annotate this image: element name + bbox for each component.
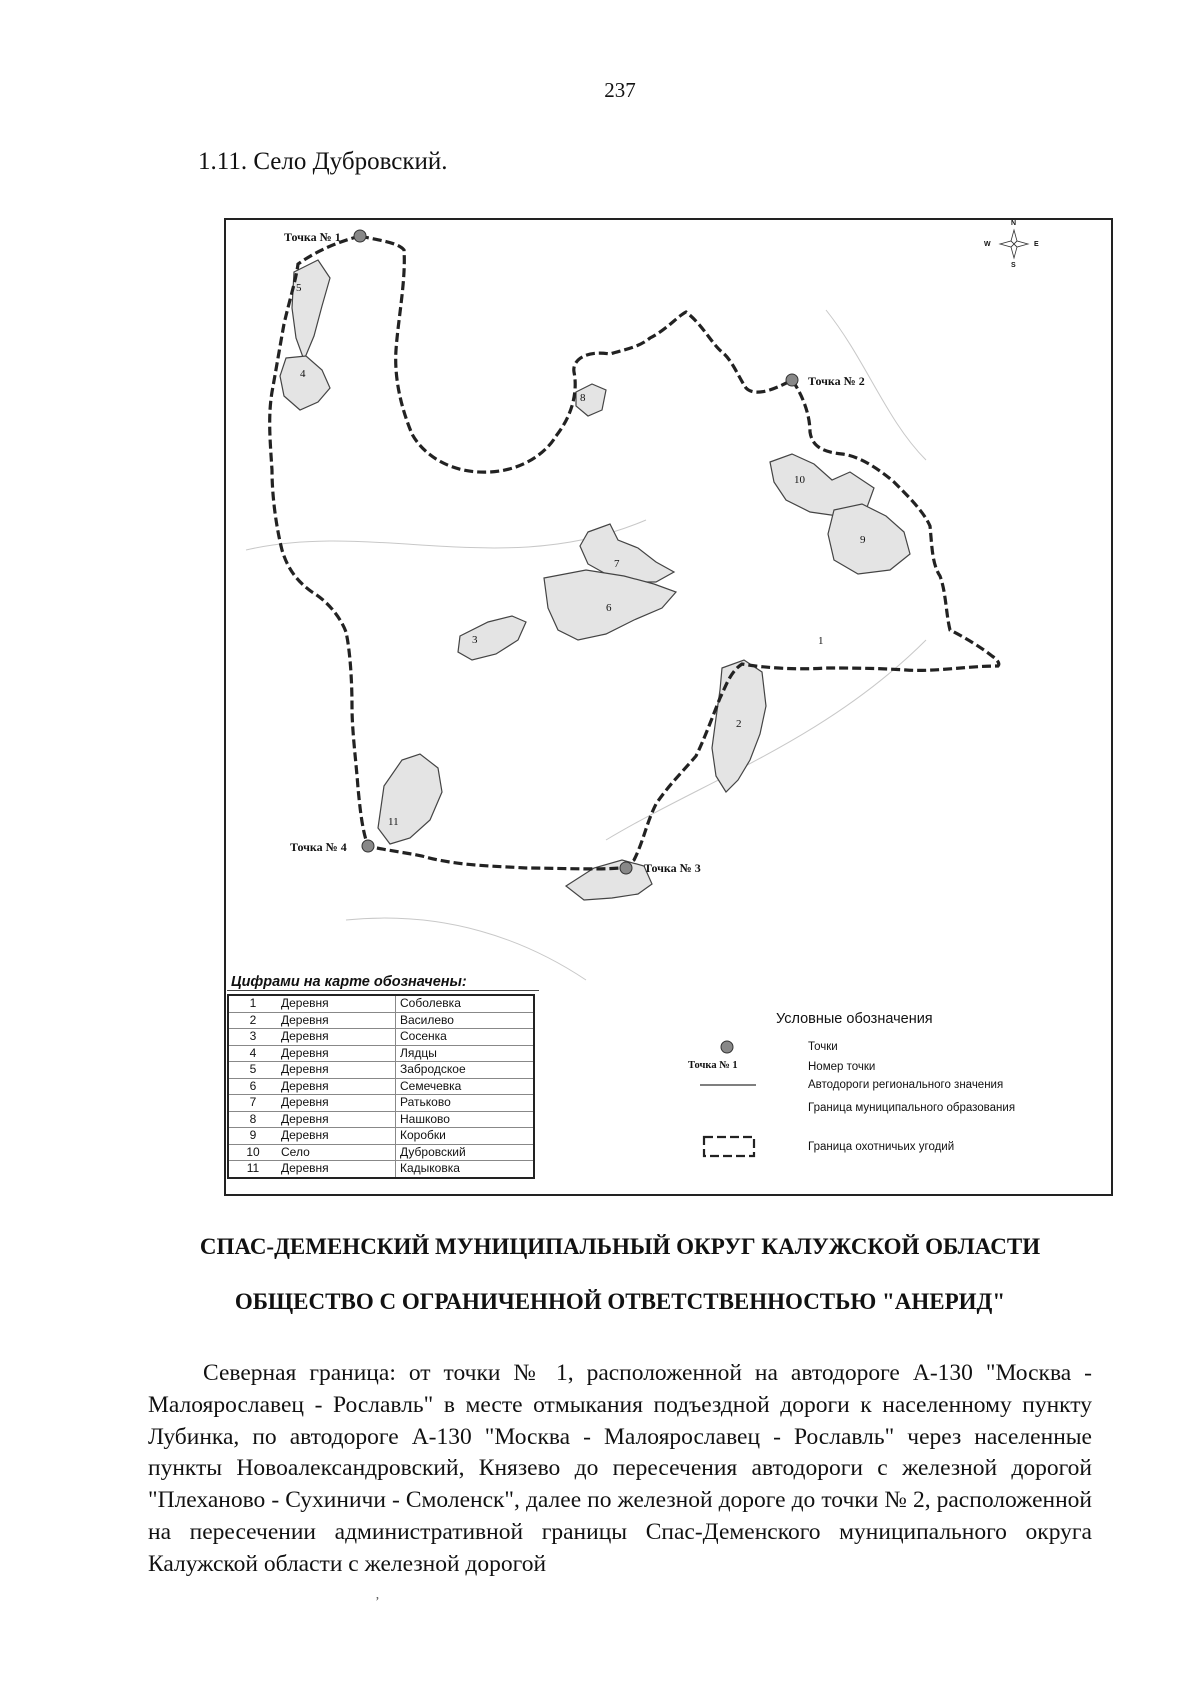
village-name: Василево [396,1012,535,1029]
legend-hunting-border-icon [702,1134,758,1160]
legend-point-icon [718,1039,736,1055]
village-number-3: 3 [472,634,478,646]
legend-point-sample: Точка № 1 [688,1060,738,1071]
point-3-label: Точка № 3 [644,861,701,875]
legend-roads-label: Автодороги регионального значения [808,1079,1004,1091]
compass-s-label: S [1011,262,1016,269]
compass-rose-icon [1000,230,1028,258]
village-name: Соболевка [396,995,535,1012]
village-number-9: 9 [860,534,866,546]
village-name: Семечевка [396,1078,535,1095]
village-name: Коробки [396,1128,535,1145]
village-number-1: 1 [818,635,824,647]
table-row [228,1062,534,1079]
settlement-area-3 [458,616,526,660]
company-heading: ОБЩЕСТВО С ОГРАНИЧЕННОЙ ОТВЕТСТВЕННОСТЬЮ "АНЕРИД" [234,1289,1006,1314]
villages-caption: Цифрами на карте обозначены: [227,974,539,991]
page-number: 237 [604,78,636,102]
table-row [228,1111,534,1128]
settlement-area-11 [378,754,442,844]
northern-border-paragraph: Северная граница: от точки № 1, расположенной на автодороге А-130 "Москва - Малоярославец - Рославль" в месте отмыкания подъездной дороги к населенному пункту Лубинка, по автодороге А-130 "Москва - Малоярославец - Рославль" через населенные пункты Новоалександровский, Князево до пересечения автодороги с железной дорогой "Плеханово - Сухиничи - Смоленск", далее по железной дороге до точки № 2, расположенной на пересечении административной границы Спас-Деменского муниципального округа Калужской области с железной дорогой [148,1360,1092,1577]
table-row [228,1161,534,1178]
table-row [228,1095,534,1112]
settlement-area-9 [828,504,910,574]
villages-table [227,994,535,1179]
legend-point-number-label: Номер точки [808,1061,876,1073]
village-name: Забродское [396,1062,535,1079]
village-number: 7 [228,1095,277,1112]
compass-n-label: N [1011,220,1017,227]
point-1-label: Точка № 1 [284,230,341,244]
village-number-8: 8 [580,392,586,404]
village-number: 9 [228,1128,277,1145]
village-name: Нашково [396,1111,535,1128]
village-number-7: 7 [614,558,620,570]
village-type: Деревня [277,1029,396,1046]
village-name: Дубровский [396,1144,535,1161]
table-row [228,995,534,1012]
village-type: Село [277,1144,396,1161]
village-number: 3 [228,1029,277,1046]
settlement-area-1 [566,860,652,900]
compass-w-label: W [984,241,991,248]
village-type: Деревня [277,1111,396,1128]
village-type: Деревня [277,1128,396,1145]
village-number: 2 [228,1012,277,1029]
village-type: Деревня [277,995,396,1012]
section-title: 1.11. Село Дубровский. [198,148,448,175]
table-row [228,1144,534,1161]
point-4-label: Точка № 4 [290,840,347,854]
compass-e-label: E [1034,241,1039,248]
table-row [228,1078,534,1095]
table-row [228,1029,534,1046]
village-number: 8 [228,1111,277,1128]
point-1-marker [354,230,366,242]
point-2-label: Точка № 2 [808,374,865,388]
village-type: Деревня [277,1078,396,1095]
point-2-marker [786,374,798,386]
settlement-areas [280,260,910,900]
village-number: 11 [228,1161,277,1178]
legend-hunting-border-label: Граница охотничьих угодий [808,1141,955,1153]
district-heading: СПАС-ДЕМЕНСКИЙ МУНИЦИПАЛЬНЫЙ ОКРУГ КАЛУЖСКОЙ ОБЛАСТИ [199,1234,1041,1259]
village-number-11: 11 [388,816,399,828]
stray-mark: ’ [375,1595,380,1610]
village-type: Деревня [277,1045,396,1062]
legend-road-line [700,1082,756,1088]
table-row [228,1012,534,1029]
village-number: 5 [228,1062,277,1079]
village-name: Сосенка [396,1029,535,1046]
village-number-6: 6 [606,602,612,614]
legend-points-label: Точки [808,1041,838,1053]
legend-title: Условные обозначения [776,1011,933,1027]
village-number: 1 [228,995,277,1012]
village-number-2: 2 [736,718,742,730]
village-number: 6 [228,1078,277,1095]
table-row [228,1128,534,1145]
village-type: Деревня [277,1161,396,1178]
village-type: Деревня [277,1062,396,1079]
village-name: Лядцы [396,1045,535,1062]
village-number: 10 [228,1144,277,1161]
village-number-10: 10 [794,474,805,486]
table-row [228,1045,534,1062]
village-number: 4 [228,1045,277,1062]
village-type: Деревня [277,1095,396,1112]
point-3-marker [620,862,632,874]
village-name: Ратьково [396,1095,535,1112]
village-name: Кадыковка [396,1161,535,1178]
legend-municipal-border-label: Граница муниципального образования [808,1102,1016,1114]
village-number-5: 5 [296,282,302,294]
settlement-area-4 [280,356,330,410]
village-number-4: 4 [300,368,306,380]
village-type: Деревня [277,1012,396,1029]
point-4-marker [362,840,374,852]
